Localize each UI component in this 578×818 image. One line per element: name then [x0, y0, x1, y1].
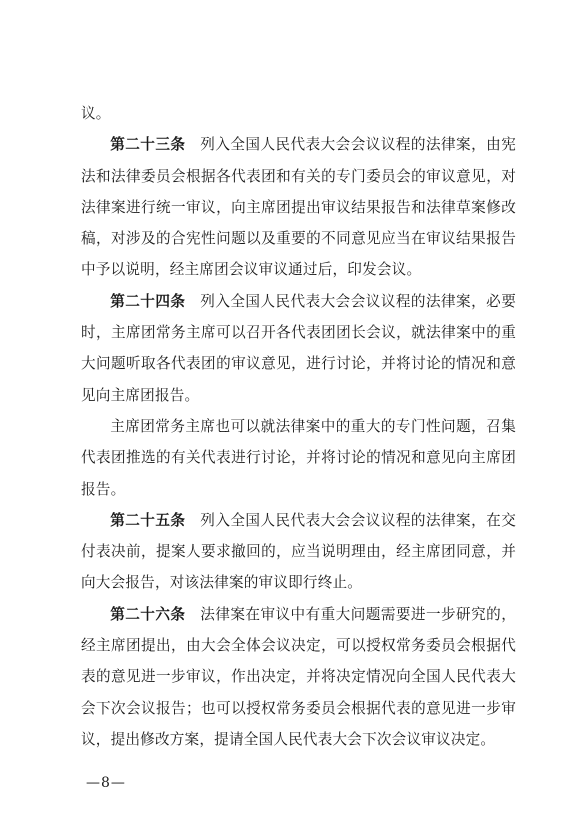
page-number: —8— — [86, 775, 126, 791]
article-number: 第二十四条 — [110, 292, 186, 310]
paragraph-text: 法律案在审议中有重大问题需要进一步研究的，经主席团提出，由大会全体会议决定，可以授权常务委员会根据代表的意见进一步审议，作出决定，并将决定情况向全国人民代表大会下次会议报告；也可以授权常务委员会根据代表的意见进一步审议，提出修改方案，提请全国人民代表大会下次会议审议决定。 — [81, 605, 516, 748]
article-23-paragraph — [81, 129, 516, 285]
paragraph-text: 列入全国人民代表大会会议议程的法律案，在交付表决前，提案人要求撤回的，应当说明理由，经主席团同意，并向大会报告，对该法律案的审议即行终止。 — [81, 511, 516, 592]
paragraph-text: 列入全国人民代表大会会议议程的法律案，必要时，主席团常务主席可以召开各代表团团长会议，就法律案中的重大问题听取各代表团的审议意见，进行讨论，并将讨论的情况和意见向主席团报告。 — [81, 292, 516, 404]
article-number: 第二十六条 — [110, 605, 186, 623]
article-number: 第二十五条 — [110, 511, 186, 529]
paragraph-text: 列入全国人民代表大会会议议程的法律案，由宪法和法律委员会根据各代表团和有关的专门委员会的审议意见，对法律案进行统一审议，向主席团提出审议结果报告和法律草案修改稿，对涉及的合宪性问题以及重要的不同意见应当在审议结果报告中予以说明，经主席团会议审议通过后，印发会议。 — [81, 136, 516, 279]
paragraph-text: 主席团常务主席也可以就法律案中的重大的专门性问题，召集代表团推选的有关代表进行讨论，并将讨论的情况和意见向主席团报告。 — [81, 417, 516, 498]
article-26-paragraph — [81, 599, 516, 755]
body-text — [81, 98, 516, 755]
paragraph-text: 议。 — [81, 105, 111, 122]
article-24-second-paragraph — [81, 411, 516, 505]
paragraph-continuation — [81, 98, 516, 129]
article-24-paragraph — [81, 286, 516, 411]
article-number: 第二十三条 — [110, 136, 186, 154]
article-25-paragraph — [81, 505, 516, 599]
